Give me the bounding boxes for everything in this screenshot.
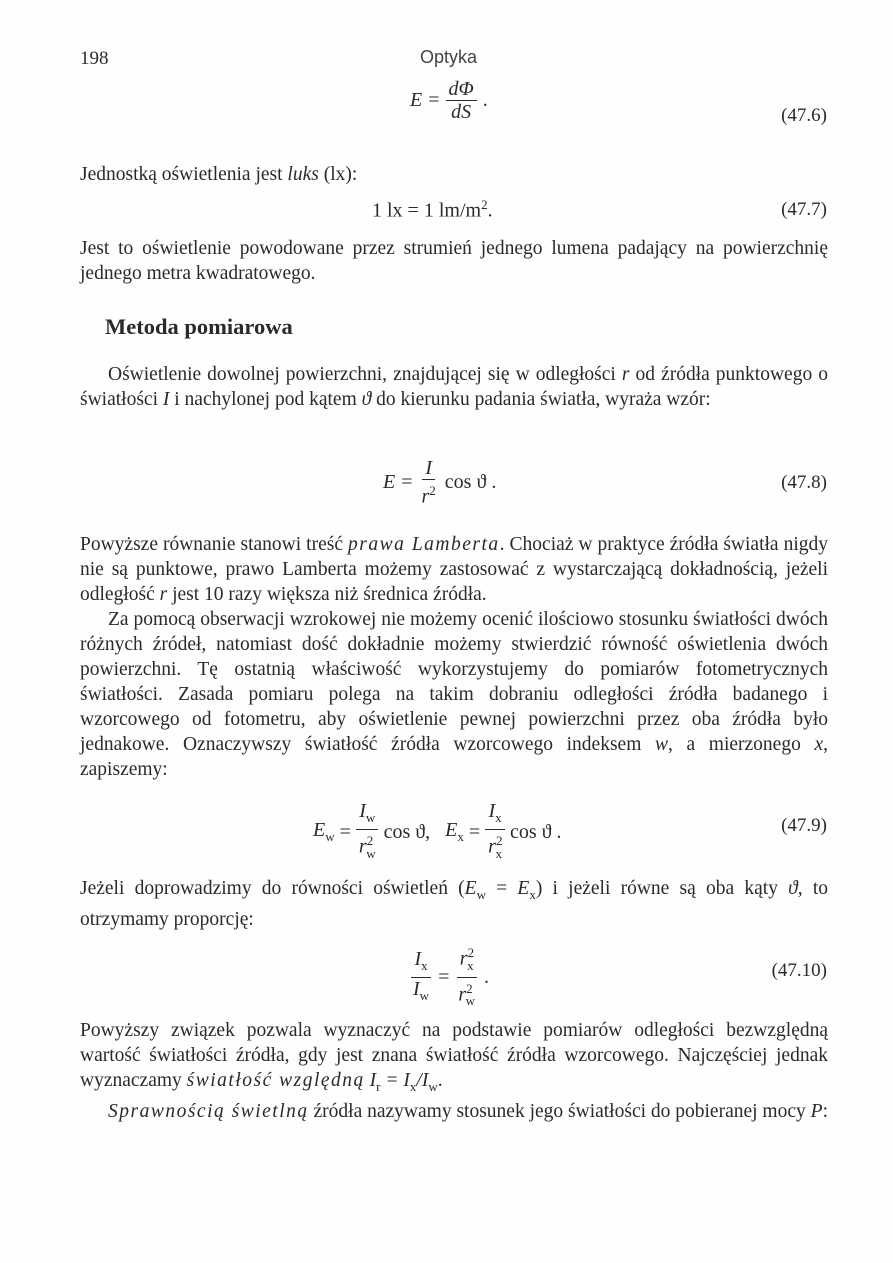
equation-number: (47.9) <box>781 815 827 836</box>
equation-47-8: E = $\frac{I}{r^2}$ cos ϑ . <box>383 457 497 508</box>
term-lambert-law: prawa Lamberta <box>347 534 500 555</box>
section-heading: Metoda pomiarowa <box>105 314 293 339</box>
fraction: $\frac{r^2_x}{r^2_w}$ <box>455 942 478 1012</box>
term-luminous-efficiency: Sprawnością świetlną <box>108 1100 309 1122</box>
term-relative-luminous-intensity: światłość względną <box>186 1070 365 1091</box>
equation-47-9: $E_w$ = $\frac{I_w}{r^2_w}$ cos ϑ, $E_x$ = $\frac{I_x}{r^2_x}$ cos ϑ . <box>313 800 562 865</box>
fraction: $\frac{I_x}{r^2_x}$ <box>485 800 505 865</box>
fraction: $\frac{I}{r^2}$ <box>421 457 436 508</box>
paragraph-relation: Powyższy związek pozwala wyznaczyć na podstawie pomiarów odległości bezwzględną wartość światłości źródła, gdy jest znana światłość źródła wzorcowego. Najczęściej jednak wyznaczamy światłość względną $I_r = I_x/I_w$. Sprawnością świetlną źródła nazywamy stosunek jego światłości do pobieranej mocy P: <box>80 1020 828 1122</box>
page-number: 198 <box>80 48 109 69</box>
paragraph-method: Oświetlenie dowolnej powierzchni, znajdującej się w odległości r od źródła punktowego o światłości I i nachylonej pod kątem ϑ do kierunku padania światła, wyraża wzór: <box>80 364 828 410</box>
fraction: $\frac{I_x}{I_w}$ <box>413 947 430 1003</box>
running-title: Optyka <box>420 47 478 67</box>
paragraph-lambert: Powyższe równanie stanowi treść prawa Lamberta. Chociaż w praktyce źródła światła nigdy nie są punktowe, prawo Lamberta możemy zastosować z wystarczającą dokładnością, jeżeli odległość r jest 10 razy większa niż średnica źródła. Za pomocą obserwacji wzrokowej nie możemy ocenić ilościowo stosunku światłości dwóch różnych źródeł, natomiast dość dokładnie możemy stwierdzić równość oświetlenia dwóch powierzchni. Tę ostatnią właściwość wykorzystujemy do pomiarów fotometrycznych światłości. Zasada pomiaru polega na takim dobraniu odległości źródła badanego i wzorcowego od fotometru, aby oświetlenie pewnej powierzchni przez oba źródła było jednakowe. Oznaczywszy światłość źródła wzorcowego indeksem w, a mierzonego x, zapiszemy: <box>80 534 828 780</box>
fraction: $\frac{I_w}{r^2_w}$ <box>356 800 379 865</box>
paragraph-definition: Jest to oświetlenie powodowane przez strumień jednego lumena padający na powierzchnię jednego metra kwadratowego. <box>80 238 828 284</box>
equation-number: (47.8) <box>781 472 827 493</box>
paragraph-proportion: Jeżeli doprowadzimy do równości oświetleń $(E_w = E_x)$ i jeżeli równe są oba kąty ϑ, to otrzymamy proporcję: <box>80 878 829 930</box>
paragraph-unit: Jednostką oświetlenia jest luks (lx): <box>80 164 358 185</box>
equation-47-6: E = $\frac{d\Phi}{dS}$ . <box>410 78 488 123</box>
equation-number: (47.6) <box>781 105 827 126</box>
fraction: $\frac{d\Phi}{dS}$ <box>446 78 477 123</box>
equation-47-10: $\frac{I_x}{I_w}$ = $\frac{r^2_x}{r^2_w}$ . <box>410 942 489 1012</box>
equation-47-7: 1 lx = 1 $lm/m^2$. <box>372 197 493 222</box>
equation-number: (47.7) <box>781 199 827 220</box>
equation-number: (47.10) <box>771 960 827 981</box>
